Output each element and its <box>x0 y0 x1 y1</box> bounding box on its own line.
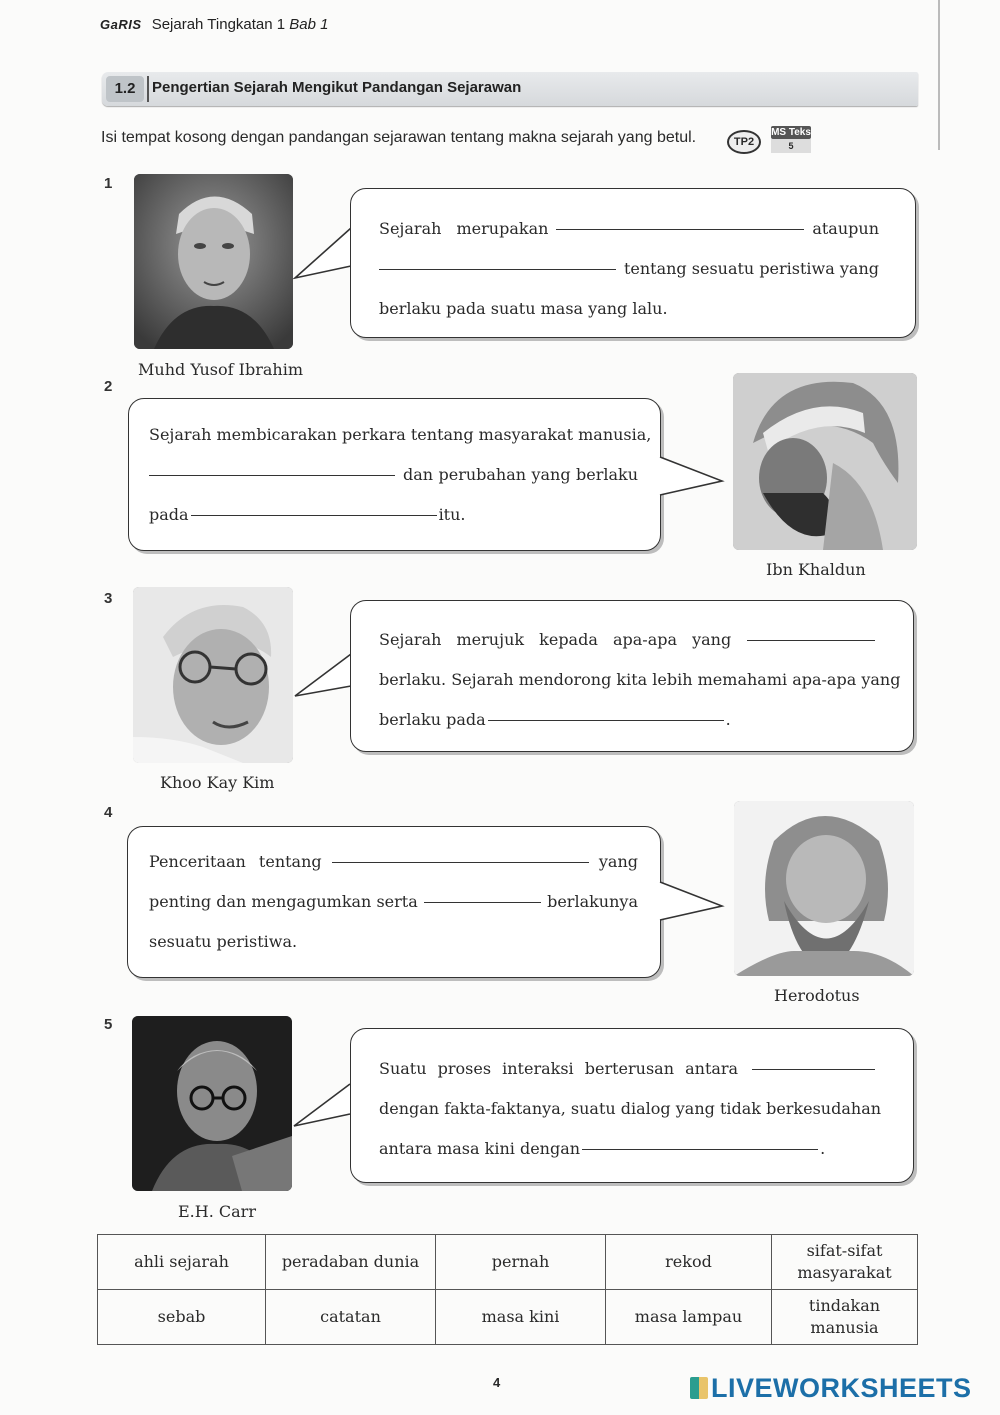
bubble-text: penting dan mengagumkan serta <box>149 892 418 911</box>
publisher-logo: GaRIS <box>100 17 142 32</box>
historian-name: E.H. Carr <box>178 1202 256 1221</box>
word-bank-cell: masa lampau <box>606 1290 772 1345</box>
portrait-herodotus <box>734 801 914 976</box>
bubble-text: ataupun <box>812 219 879 238</box>
running-header <box>100 16 329 33</box>
bubble-text: berlaku pada <box>379 710 486 729</box>
speech-bubble-tail <box>293 226 355 286</box>
watermark-text: LIVEWORKSHEETS <box>711 1373 972 1403</box>
ms-page: 5 <box>771 139 811 153</box>
answer-blank[interactable] <box>424 901 541 903</box>
word-bank-cell: ahli sejarah <box>98 1235 266 1290</box>
section-number: 1.2 <box>106 76 144 102</box>
answer-blank[interactable] <box>488 719 724 721</box>
historian-name: Ibn Khaldun <box>766 560 866 579</box>
textbook-page-badge <box>771 126 811 156</box>
liveworksheets-watermark <box>690 1373 972 1404</box>
instruction-text: Isi tempat kosong dengan pandangan sejarawan tentang makna sejarah yang betul. <box>101 129 697 146</box>
section-title: Pengertian Sejarah Mengikut Pandangan Sejarawan <box>152 79 522 96</box>
ms-label: MS Teks <box>771 127 811 138</box>
bubble-text: yang <box>598 852 638 871</box>
speech-bubble-3 <box>350 600 914 752</box>
word-bank-row <box>98 1290 918 1345</box>
bubble-text: Suatu proses interaksi berterusan antara <box>379 1059 739 1078</box>
chapter-label: Bab 1 <box>289 16 329 33</box>
liveworksheets-logo-icon <box>690 1377 708 1399</box>
page-number: 4 <box>493 1375 501 1390</box>
answer-blank[interactable] <box>191 514 437 516</box>
bubble-text: Sejarah merupakan <box>379 219 549 238</box>
answer-blank[interactable] <box>379 268 616 270</box>
portrait-khoo-kay-kim <box>133 587 293 763</box>
question-number: 2 <box>104 378 113 395</box>
historian-name: Khoo Kay Kim <box>160 773 275 792</box>
answer-blank[interactable] <box>582 1148 818 1150</box>
bubble-text: berlakunya <box>547 892 638 911</box>
bubble-text: Sejarah membicarakan perkara tentang masyarakat manusia, <box>149 425 652 444</box>
answer-blank[interactable] <box>747 639 875 641</box>
bubble-text: pada <box>149 505 189 524</box>
speech-bubble-tail <box>293 652 355 702</box>
bubble-text: dan perubahan yang berlaku <box>403 465 638 484</box>
word-bank-cell: masa kini <box>436 1290 606 1345</box>
tp-level-badge: TP2 <box>727 130 761 154</box>
portrait-ibn-khaldun <box>733 373 917 550</box>
word-bank-cell: catatan <box>266 1290 436 1345</box>
question-number: 3 <box>104 590 113 607</box>
speech-bubble-2 <box>128 398 661 551</box>
word-bank-row <box>98 1235 918 1290</box>
speech-bubble-4 <box>127 826 661 978</box>
bubble-text: sesuatu peristiwa. <box>149 932 298 951</box>
word-bank-cell: sebab <box>98 1290 266 1345</box>
question-number: 1 <box>104 175 113 192</box>
speech-bubble-tail <box>656 880 726 930</box>
word-bank-cell: tindakan manusia <box>772 1290 918 1345</box>
question-number: 5 <box>104 1016 113 1033</box>
speech-bubble-1 <box>350 188 916 338</box>
word-bank-cell: peradaban dunia <box>266 1235 436 1290</box>
answer-blank[interactable] <box>752 1068 875 1070</box>
portrait-muhd-yusof-ibrahim <box>134 174 293 349</box>
word-bank-cell: pernah <box>436 1235 606 1290</box>
bubble-text: Sejarah merujuk kepada apa-apa yang <box>379 630 732 649</box>
bubble-text: berlaku pada suatu masa yang lalu. <box>379 299 668 318</box>
answer-blank[interactable] <box>332 861 589 863</box>
historian-name: Muhd Yusof Ibrahim <box>138 360 303 379</box>
word-bank-cell: sifat-sifat masyarakat <box>772 1235 918 1290</box>
speech-bubble-tail <box>292 1082 354 1132</box>
bubble-text: berlaku. Sejarah mendorong kita lebih memahami apa-apa yang <box>379 670 901 689</box>
bubble-text: itu. <box>438 505 466 524</box>
bubble-text: tentang sesuatu peristiwa yang <box>623 259 879 278</box>
section-divider <box>147 76 149 102</box>
speech-bubble-tail <box>656 455 726 505</box>
margin-rule <box>938 0 940 150</box>
bubble-text: antara masa kini dengan <box>379 1139 581 1158</box>
question-number: 4 <box>104 804 113 821</box>
bubble-text: dengan fakta-faktanya, suatu dialog yang tidak berkesudahan <box>379 1099 882 1118</box>
answer-blank[interactable] <box>149 474 395 476</box>
answer-blank[interactable] <box>556 228 804 230</box>
word-bank-cell: rekod <box>606 1235 772 1290</box>
speech-bubble-5 <box>350 1028 914 1183</box>
bubble-text: . <box>820 1139 826 1158</box>
word-bank-table <box>97 1234 918 1345</box>
bubble-text: Penceritaan tentang <box>149 852 322 871</box>
portrait-eh-carr <box>132 1016 292 1191</box>
book-title: Sejarah Tingkatan 1 <box>151 16 286 33</box>
historian-name: Herodotus <box>774 986 860 1005</box>
bubble-text: . <box>725 710 731 729</box>
